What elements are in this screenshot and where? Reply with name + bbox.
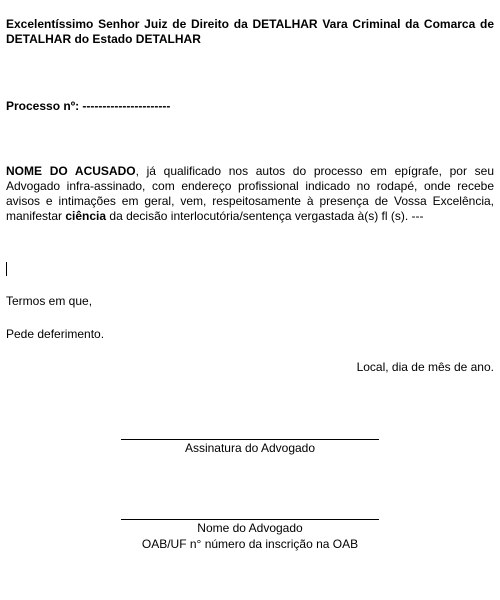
petition-text-part2: da decisão interlocutória/sentença vergastada à(s) fl (s). ---: [106, 209, 424, 223]
signature-line: [121, 439, 379, 440]
name-line: [121, 519, 379, 520]
closing-pede: Pede deferimento.: [6, 327, 105, 341]
addressee-header: Excelentíssimo Senhor Juiz de Direito da DETALHAR Vara Criminal da Comarca de DETALHAR do Estado DETALHAR: [6, 17, 494, 46]
oab-label: OAB/UF n° número da inscrição na OAB: [141, 537, 359, 551]
text-cursor[interactable]: [6, 262, 7, 276]
place-date: Local, dia de mês de ano.: [356, 360, 494, 374]
petition-paragraph: [6, 164, 494, 224]
lawyer-signature-label: Assinatura do Advogado: [184, 441, 316, 455]
petition-text-part1: , já qualificado nos autos do processo em epígrafe, por seu Advogado infra-assinado, com endereço profissional indicado no rodapé, onde recebe avisos e intimações em geral, vem, respeitosamente à presença de Vossa Excelência, manifestar: [6, 164, 495, 223]
closing-termos: Termos em que,: [6, 294, 93, 308]
process-number: Processo nº: ----------------------: [6, 99, 171, 113]
emphasis-term: ciência: [65, 209, 107, 223]
accused-name: NOME DO ACUSADO: [6, 164, 136, 178]
lawyer-name-label: Nome do Advogado: [197, 521, 303, 535]
